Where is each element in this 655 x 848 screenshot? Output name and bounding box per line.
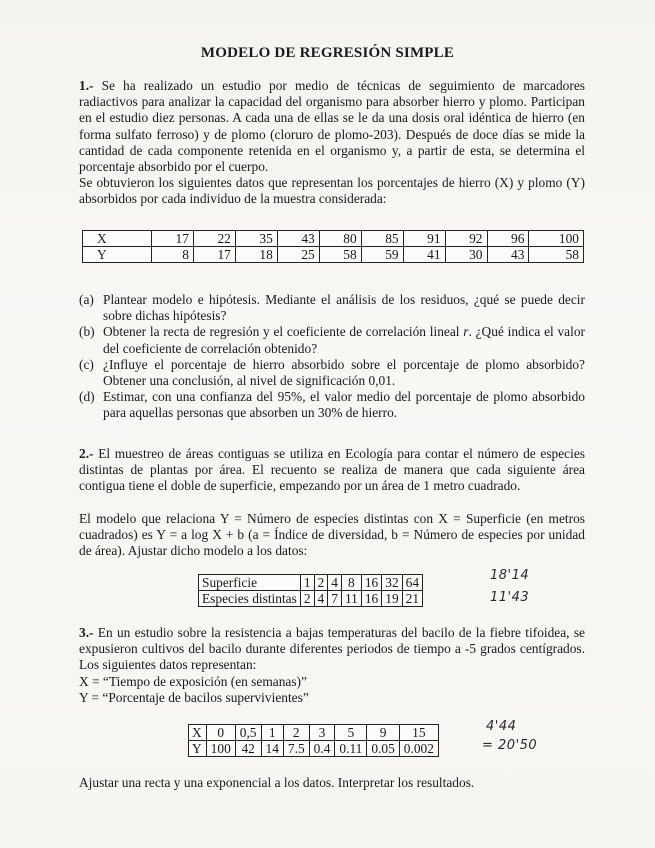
y-cell: 100 bbox=[206, 741, 235, 757]
table-row-y bbox=[83, 247, 584, 263]
x-cell: 17 bbox=[152, 231, 194, 247]
x-cell: 91 bbox=[403, 231, 445, 247]
problem-2-model-text: El modelo que relaciona Y = Número de especies distintas con X = Superficie (en metros cuadrados) es Y = a log X + b (a = Índice de diversidad, b = Número de especies por unidad de área). Ajustar dicho modelo a los datos: bbox=[79, 511, 585, 559]
x-cell: 96 bbox=[487, 231, 529, 247]
table-row bbox=[199, 575, 423, 591]
y-cell: 0.05 bbox=[367, 741, 399, 757]
table-cell: 16 bbox=[361, 575, 381, 591]
table-row bbox=[199, 591, 423, 607]
x-cell: 92 bbox=[445, 231, 487, 247]
table-cell: 1 bbox=[300, 575, 314, 591]
x-cell: 43 bbox=[277, 231, 319, 247]
table-cell: 2 bbox=[300, 591, 314, 607]
x-cell: 2 bbox=[283, 725, 309, 741]
x-cell: 3 bbox=[309, 725, 335, 741]
y-cell: 0.002 bbox=[399, 741, 438, 757]
question-label: (b) bbox=[79, 324, 95, 340]
table-row-x bbox=[83, 231, 584, 247]
x-cell: 22 bbox=[193, 231, 235, 247]
iron-lead-table bbox=[82, 230, 584, 263]
handwritten-note: 11'43 bbox=[490, 590, 530, 605]
y-cell: 7.5 bbox=[283, 741, 309, 757]
question-label: (a) bbox=[79, 292, 94, 307]
y-header: Y bbox=[189, 741, 207, 757]
list-item bbox=[79, 357, 585, 389]
y-cell: 25 bbox=[277, 247, 319, 263]
y-cell: 30 bbox=[445, 247, 487, 263]
y-cell: 42 bbox=[235, 741, 261, 757]
y-cell: 14 bbox=[261, 741, 283, 757]
document-title: MODELO DE REGRESIÓN SIMPLE bbox=[200, 45, 455, 61]
y-definition: Y = “Porcentaje de bacilos supervivientes” bbox=[79, 689, 309, 705]
question-text: ¿Influye el porcentaje de hierro absorbido sobre el porcentaje de plomo absorbido? Obtener una conclusión, al nivel de significación 0,01. bbox=[103, 356, 585, 389]
table-row-y bbox=[189, 741, 439, 757]
y-cell: 0.4 bbox=[309, 741, 335, 757]
problem-1-number: 1.- bbox=[79, 78, 94, 93]
y-cell: 58 bbox=[529, 247, 584, 263]
x-definition: X = “Tiempo de exposición (en semanas)” bbox=[79, 673, 307, 689]
y-cell: 43 bbox=[487, 247, 529, 263]
question-label: (c) bbox=[79, 356, 94, 372]
problem-1-data-intro: Se obtuvieron los siguientes datos que representan los porcentajes de hierro (X) y plomo (Y) absorbidos por cada individuo de la muestra considerada: bbox=[79, 175, 585, 207]
question-text: Estimar, con una confianza del 95%, el valor medio del porcentaje de plomo absorbido para aquellas personas que absorben un 30% de hierro. bbox=[103, 389, 585, 421]
problem-1-questions bbox=[79, 292, 585, 422]
problem-3-closing bbox=[79, 775, 585, 791]
problem-3-number: 3.- bbox=[79, 625, 94, 640]
closing-text: Ajustar una recta y una exponencial a los datos. Interpretar los resultados. bbox=[79, 775, 475, 790]
table-cell: 7 bbox=[328, 591, 342, 607]
question-text bbox=[103, 324, 585, 356]
question-text: Plantear modelo e hipótesis. Mediante el análisis de los residuos, ¿qué se puede decir sobre dichas hipótesis? bbox=[103, 292, 585, 324]
table-cell: 19 bbox=[382, 591, 402, 607]
problem-2-intro bbox=[79, 446, 585, 495]
x-cell: 9 bbox=[367, 725, 399, 741]
problem-3-intro bbox=[79, 625, 585, 706]
handwritten-note: 4'44 bbox=[486, 719, 517, 734]
table-cell: 21 bbox=[402, 591, 422, 607]
x-cell: 1 bbox=[261, 725, 283, 741]
x-cell: 85 bbox=[361, 231, 403, 247]
table-cell: 8 bbox=[341, 575, 361, 591]
x-cell: 0 bbox=[206, 725, 235, 741]
handwritten-note: = 20'50 bbox=[482, 738, 538, 753]
surface-header: Superficie bbox=[199, 575, 301, 591]
x-cell: 5 bbox=[335, 725, 367, 741]
table-cell: 11 bbox=[341, 591, 361, 607]
x-cell: 0,5 bbox=[235, 725, 261, 741]
y-cell: 8 bbox=[152, 247, 194, 263]
y-cell: 59 bbox=[361, 247, 403, 263]
table-cell: 16 bbox=[361, 591, 381, 607]
y-cell: 17 bbox=[193, 247, 235, 263]
x-cell: 100 bbox=[529, 231, 584, 247]
question-text-part: . ¿Qué indica el valor del coeficiente de correlación obtenido? bbox=[103, 324, 585, 356]
problem-2-text: El muestreo de áreas contiguas se utiliza en Ecología para contar el número de especies distintas de plantas por área. El recuento se realiza de manera que cada siguiente área contigua tiene el doble de superficie, empezando por un área de 1 metro cuadrado. bbox=[79, 446, 585, 494]
table-cell: 64 bbox=[402, 575, 422, 591]
x-cell: 15 bbox=[399, 725, 438, 741]
x-header: X bbox=[83, 231, 152, 247]
table-cell: 32 bbox=[382, 575, 402, 591]
species-header: Especies distintas bbox=[199, 591, 301, 607]
correlation-variable: r bbox=[463, 324, 469, 340]
y-cell: 18 bbox=[235, 247, 277, 263]
y-cell: 41 bbox=[403, 247, 445, 263]
table-row-x bbox=[189, 725, 439, 741]
list-item bbox=[79, 389, 585, 421]
table-cell: 2 bbox=[314, 575, 328, 591]
species-table bbox=[198, 574, 423, 607]
handwritten-note: 18'14 bbox=[490, 568, 530, 583]
bacilli-table bbox=[188, 724, 439, 757]
y-cell: 58 bbox=[319, 247, 361, 263]
problem-2-model bbox=[79, 511, 585, 560]
table-cell: 4 bbox=[314, 591, 328, 607]
y-cell: 0.11 bbox=[335, 741, 367, 757]
question-label: (d) bbox=[79, 389, 95, 405]
y-header: Y bbox=[83, 247, 152, 263]
x-header: X bbox=[189, 725, 207, 741]
problem-3-text: En un estudio sobre la resistencia a bajas temperaturas del bacilo de la fiebre tifoidea, se expusieron cultivos del bacilo durante diferentes periodos de tiempo a -5 grados centígrados. Los siguientes datos representan: bbox=[79, 625, 585, 673]
x-cell: 35 bbox=[235, 231, 277, 247]
list-item bbox=[79, 324, 585, 356]
problem-2-number: 2.- bbox=[79, 446, 94, 461]
problem-1-text: Se ha realizado un estudio por medio de técnicas de seguimiento de marcadores radiactivos para analizar la capacidad del organismo para absorber hierro y plomo. Participan en el estudio diez personas. A cada una de ellas se le da una dosis oral idéntica de hierro (en forma sulfato ferroso) y de plomo (cloruro de plomo-203). Después de doce días se mide la cantidad de cada componente retenida en el organismo y, a partir de esta, se determina el porcentaje absorbido por el cuerpo. bbox=[79, 78, 585, 175]
list-item bbox=[79, 292, 585, 324]
question-text-part: Obtener la recta de regresión y el coeficiente de correlación lineal bbox=[103, 324, 464, 340]
problem-1-intro bbox=[79, 78, 585, 208]
table-cell: 4 bbox=[328, 575, 342, 591]
x-cell: 80 bbox=[319, 231, 361, 247]
